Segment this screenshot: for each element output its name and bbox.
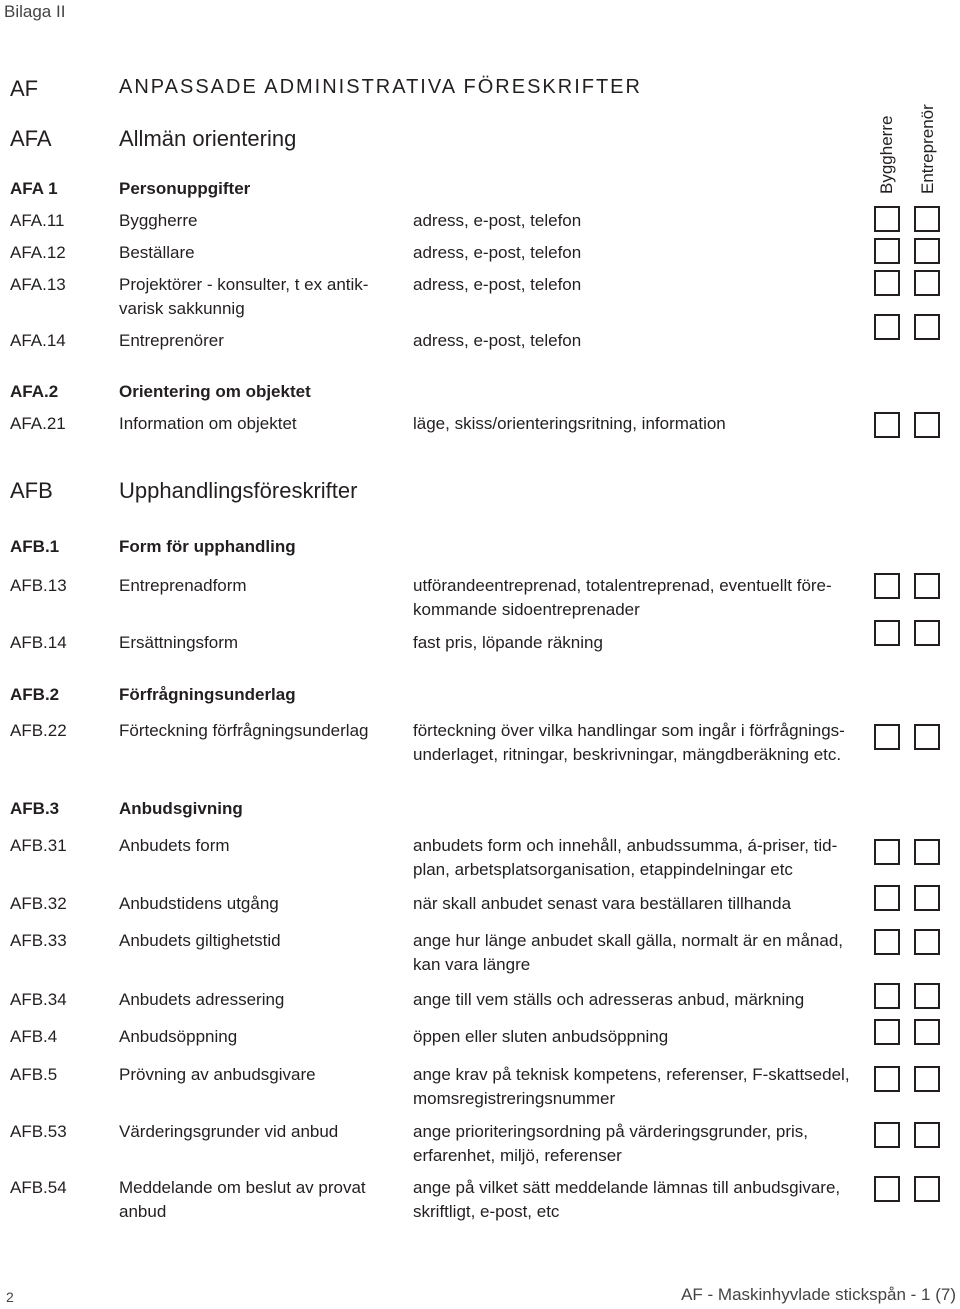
row-title: Meddelande om beslut av provat anbud bbox=[119, 1178, 366, 1221]
checkbox-client[interactable] bbox=[874, 620, 900, 646]
heading-title: Form för upphandling bbox=[119, 537, 296, 556]
heading-code: AFB.1 bbox=[10, 537, 60, 556]
row-description: när skall anbudet senast vara beställaren tillhanda bbox=[413, 894, 792, 913]
row-title: Entreprenadform bbox=[119, 576, 247, 595]
checkbox-client[interactable] bbox=[874, 1176, 900, 1202]
checkbox-contractor[interactable] bbox=[914, 983, 940, 1009]
row-description: adress, e-post, telefon bbox=[413, 331, 582, 350]
row-description: adress, e-post, telefon bbox=[413, 211, 582, 230]
row-title: Prövning av anbudsgivare bbox=[119, 1065, 316, 1084]
section-title-af: ANPASSADE ADMINISTRATIVA FÖRESKRIFTER bbox=[119, 76, 642, 98]
checkbox-contractor[interactable] bbox=[914, 573, 940, 599]
row-code: AFB.31 bbox=[10, 836, 67, 855]
heading-title: Personuppgifter bbox=[119, 179, 251, 198]
section-title-afb: Upphandlingsföreskrifter bbox=[119, 478, 358, 503]
row-code: AFB.54 bbox=[10, 1178, 67, 1197]
checkbox-client[interactable] bbox=[874, 238, 900, 264]
checkbox-client[interactable] bbox=[874, 983, 900, 1009]
footer-title: AF - Maskinhyvlade stickspån - 1 (7) bbox=[681, 1285, 956, 1304]
checkbox-client[interactable] bbox=[874, 839, 900, 865]
row-title: Beställare bbox=[119, 243, 195, 262]
checkbox-contractor[interactable] bbox=[914, 1176, 940, 1202]
checkbox-client[interactable] bbox=[874, 885, 900, 911]
row-code: AFA.13 bbox=[10, 275, 66, 294]
checkbox-contractor[interactable] bbox=[914, 1066, 940, 1092]
row-description: adress, e-post, telefon bbox=[413, 243, 582, 262]
row-code: AFB.4 bbox=[10, 1027, 58, 1046]
row-code: AFA.12 bbox=[10, 243, 66, 262]
checkbox-contractor[interactable] bbox=[914, 620, 940, 646]
row-code: AFB.5 bbox=[10, 1065, 58, 1084]
row-code: AFB.22 bbox=[10, 721, 67, 740]
checkbox-contractor[interactable] bbox=[914, 885, 940, 911]
checkbox-contractor[interactable] bbox=[914, 270, 940, 296]
row-code: AFB.53 bbox=[10, 1122, 67, 1141]
heading-title: Anbudsgivning bbox=[119, 799, 243, 818]
row-description: ange på vilket sätt meddelande lämnas till anbudsgivare, skriftligt, e-post, etc bbox=[413, 1178, 841, 1221]
checkbox-client[interactable] bbox=[874, 929, 900, 955]
checkbox-contractor[interactable] bbox=[914, 1122, 940, 1148]
checkbox-client[interactable] bbox=[874, 206, 900, 232]
checkbox-client[interactable] bbox=[874, 573, 900, 599]
row-title: Värderingsgrunder vid anbud bbox=[119, 1122, 339, 1141]
checkbox-client[interactable] bbox=[874, 1019, 900, 1045]
row-title: Projektörer - konsulter, t ex antik- varisk sakkunnig bbox=[119, 275, 369, 318]
row-title: Anbudsöppning bbox=[119, 1027, 238, 1046]
heading-code: AFA.2 bbox=[10, 382, 59, 401]
row-code: AFA.11 bbox=[10, 211, 65, 230]
row-description: anbudets form och innehåll, anbudssumma, á-priser, tid- plan, arbetsplatsorganisation, etappindelningar etc bbox=[413, 836, 838, 879]
row-code: AFA.21 bbox=[10, 414, 66, 433]
row-code: AFB.13 bbox=[10, 576, 67, 595]
row-description: öppen eller sluten anbudsöppning bbox=[413, 1027, 669, 1046]
row-title: Information om objektet bbox=[119, 414, 297, 433]
row-description: ange prioriteringsordning på värderingsgrunder, pris, erfarenhet, miljö, referenser bbox=[413, 1122, 809, 1165]
footer-page-number: 2 bbox=[6, 1289, 14, 1305]
row-description: utförandeentreprenad, totalentreprenad, eventuellt före- kommande sidoentreprenader bbox=[413, 576, 832, 619]
row-title: Byggherre bbox=[119, 211, 198, 230]
checkbox-contractor[interactable] bbox=[914, 724, 940, 750]
row-code: AFB.34 bbox=[10, 990, 67, 1009]
row-description: ange hur länge anbudet skall gälla, normalt är en månad, kan vara längre bbox=[413, 931, 844, 974]
row-title: Förteckning förfrågningsunderlag bbox=[119, 721, 369, 740]
row-description: förteckning över vilka handlingar som ingår i förfrågnings- underlaget, ritningar, beskrivningar, mängdberäkning etc. bbox=[413, 721, 845, 764]
checkbox-contractor[interactable] bbox=[914, 412, 940, 438]
checkbox-contractor[interactable] bbox=[914, 1019, 940, 1045]
checkbox-contractor[interactable] bbox=[914, 929, 940, 955]
column-header-contractor: Entreprenör bbox=[918, 104, 937, 194]
section-code-afa: AFA bbox=[10, 126, 52, 151]
row-title: Anbudets adressering bbox=[119, 990, 285, 1009]
heading-code: AFB.2 bbox=[10, 685, 60, 704]
heading-code: AFA 1 bbox=[10, 179, 58, 198]
row-title: Anbudets giltighetstid bbox=[119, 931, 281, 950]
checkbox-contractor[interactable] bbox=[914, 314, 940, 340]
row-code: AFB.33 bbox=[10, 931, 67, 950]
heading-title: Förfrågningsunderlag bbox=[119, 685, 296, 704]
row-title: Anbudets form bbox=[119, 836, 230, 855]
row-title: Entreprenörer bbox=[119, 331, 224, 350]
checkbox-client[interactable] bbox=[874, 724, 900, 750]
section-title-afa: Allmän orientering bbox=[119, 126, 297, 151]
column-header-client: Byggherre bbox=[877, 115, 896, 194]
checkbox-contractor[interactable] bbox=[914, 839, 940, 865]
checkbox-client[interactable] bbox=[874, 1122, 900, 1148]
checkbox-client[interactable] bbox=[874, 270, 900, 296]
row-code: AFB.14 bbox=[10, 633, 67, 652]
section-code-af: AF bbox=[10, 76, 39, 101]
row-code: AFA.14 bbox=[10, 331, 66, 350]
row-code: AFB.32 bbox=[10, 894, 67, 913]
section-code-afb: AFB bbox=[10, 478, 53, 503]
checkbox-contractor[interactable] bbox=[914, 238, 940, 264]
checkbox-client[interactable] bbox=[874, 412, 900, 438]
heading-title: Orientering om objektet bbox=[119, 382, 311, 401]
row-title: Anbudstidens utgång bbox=[119, 894, 279, 913]
page-header: Bilaga II bbox=[4, 2, 66, 21]
row-description: adress, e-post, telefon bbox=[413, 275, 582, 294]
heading-code: AFB.3 bbox=[10, 799, 60, 818]
row-description: läge, skiss/orienteringsritning, information bbox=[413, 414, 726, 433]
checkbox-client[interactable] bbox=[874, 1066, 900, 1092]
row-description: ange krav på teknisk kompetens, referenser, F-skattsedel, momsregistreringsnummer bbox=[413, 1065, 850, 1108]
row-title: Ersättningsform bbox=[119, 633, 239, 652]
checkbox-contractor[interactable] bbox=[914, 206, 940, 232]
checkbox-client[interactable] bbox=[874, 314, 900, 340]
row-description: fast pris, löpande räkning bbox=[413, 633, 603, 652]
row-description: ange till vem ställs och adresseras anbud, märkning bbox=[413, 990, 805, 1009]
